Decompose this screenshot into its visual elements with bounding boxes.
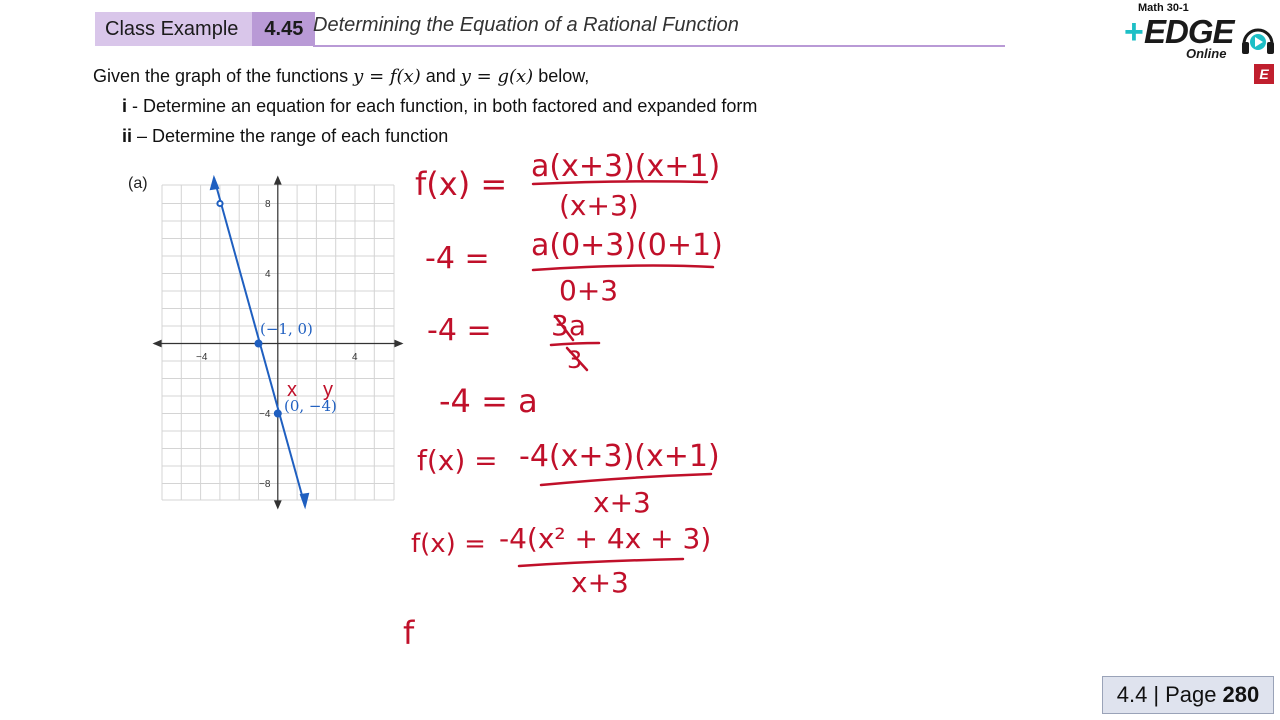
step7-start: f xyxy=(403,614,415,652)
step6-numerator: -4(x² + 4x + 3) xyxy=(499,522,712,555)
point-label-1: (−1, 0) xyxy=(260,320,313,338)
step6-denominator: x+3 xyxy=(571,566,629,599)
page-number: 280 xyxy=(1222,682,1260,707)
fraction-bar-6 xyxy=(519,559,683,566)
edge-online-logo xyxy=(1122,2,1278,86)
intro-end: below, xyxy=(533,66,590,86)
step3-lhs: -4 = xyxy=(427,313,492,348)
step2-numerator: a(0+3)(0+1) xyxy=(531,228,723,263)
fraction-bar-5 xyxy=(541,474,711,485)
item-ii-label: ii xyxy=(122,126,133,146)
step1-numerator: a(x+3)(x+1) xyxy=(531,149,721,184)
x-axis-arrow-left xyxy=(154,341,161,347)
handwritten-work xyxy=(395,140,775,660)
item-i-label: i xyxy=(122,96,128,116)
fraction-bar-2 xyxy=(533,266,713,270)
fraction-bar-3 xyxy=(551,343,599,345)
y-tick-neg4: −4 xyxy=(259,409,271,420)
x-tick-4: 4 xyxy=(352,352,358,363)
y-axis-arrow-down xyxy=(275,501,281,508)
hole-point xyxy=(217,201,222,206)
plus-icon: + xyxy=(1124,13,1144,51)
handwritten-x: x xyxy=(287,379,297,401)
example-number: 4.45 xyxy=(252,12,315,46)
step5-lhs: f(x) = xyxy=(417,444,498,477)
step5-denominator: x+3 xyxy=(593,486,651,519)
course-label: Math 30-1 xyxy=(1138,2,1189,14)
y-tick-4: 4 xyxy=(265,269,271,280)
equation-g: y = g(x) xyxy=(460,66,534,87)
y-tick-8: 8 xyxy=(265,199,271,210)
title-underline xyxy=(313,45,1005,47)
item-i-text: - Determine an equation for each function, in both factored and expanded form xyxy=(127,96,758,116)
x-tick-neg4: −4 xyxy=(196,352,208,363)
line-arrow-up xyxy=(211,178,218,189)
intro-text: Given the graph of the functions xyxy=(93,66,354,86)
y-tick-neg8: −8 xyxy=(259,479,271,490)
brand-name: EDGE xyxy=(1144,13,1234,50)
step6-lhs: f(x) = xyxy=(411,529,486,559)
point-label-2: (0, −4) xyxy=(284,397,337,415)
handwritten-y: y xyxy=(323,379,333,401)
step2-denominator: 0+3 xyxy=(559,274,619,307)
page-footer xyxy=(1102,676,1274,714)
problem-intro xyxy=(93,66,589,87)
problem-item-i xyxy=(122,96,757,117)
line-arrow-down xyxy=(301,494,308,506)
step3-numerator: 3a xyxy=(551,309,586,342)
y-axis-arrow-up xyxy=(275,177,281,184)
point-x-intercept xyxy=(256,341,262,347)
step4: -4 = a xyxy=(439,382,538,420)
intro-and: and xyxy=(420,66,461,86)
equation-f: y = f(x) xyxy=(353,66,421,87)
page-title: Determining the Equation of a Rational Function xyxy=(313,14,739,36)
headphones-play-icon xyxy=(1240,20,1276,60)
page-label: Page xyxy=(1165,682,1217,707)
point-y-intercept xyxy=(275,411,281,417)
class-example-label: Class Example xyxy=(95,12,252,46)
axes xyxy=(154,177,402,508)
step1-lhs: f(x) = xyxy=(415,165,508,203)
example-header xyxy=(95,12,315,46)
step1-denominator: (x+3) xyxy=(559,189,639,222)
e-badge-icon: E xyxy=(1254,64,1274,84)
function-line xyxy=(211,178,308,506)
graph-label: (a) xyxy=(128,175,148,192)
section-number: 4.4 xyxy=(1116,682,1148,707)
online-label: Online xyxy=(1186,46,1227,61)
function-graph xyxy=(150,170,410,515)
step2-lhs: -4 = xyxy=(425,241,490,276)
step3-denominator: 3 xyxy=(567,346,583,374)
step5-numerator: -4(x+3)(x+1) xyxy=(519,439,720,474)
footer-separator: | xyxy=(1153,682,1160,707)
item-ii-text: – Determine the range of each function xyxy=(132,126,449,146)
